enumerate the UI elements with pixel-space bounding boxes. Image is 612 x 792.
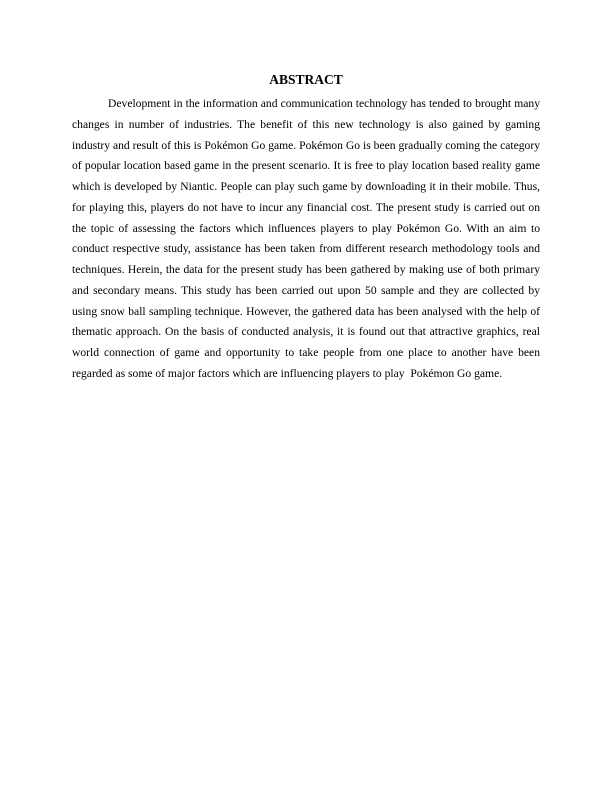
abstract-heading: ABSTRACT bbox=[269, 72, 343, 87]
abstract-paragraph: Development in the information and communication technology has tended to brought many changes in number of industries. The benefit of this new technology is also gained by gaming industry and result of this is Pokémon Go game. Pokémon Go is been gradually coming the category of popular location based game in the present scenario. It is free to play location based reality game which is developed by Niantic. People can play such game by downloading it in their mobile. Thus, for playing this, players do not have to incur any financial cost. The present study is carried out on the topic of assessing the factors which influences players to play Pokémon Go. With an aim to conduct respective study, assistance has been taken from different research methodology tools and techniques. Herein, the data for the present study has been gathered by making use of both primary and secondary means. This study has been carried out upon 50 sample and they are collected by using snow ball sampling technique. However, the gathered data has been analysed with the help of thematic approach. On the basis of conducted analysis, it is found out that attractive graphics, real world connection of game and opportunity to take people from one place to another have been regarded as some of major factors which are influencing players to play Pokémon Go game. bbox=[72, 97, 543, 380]
